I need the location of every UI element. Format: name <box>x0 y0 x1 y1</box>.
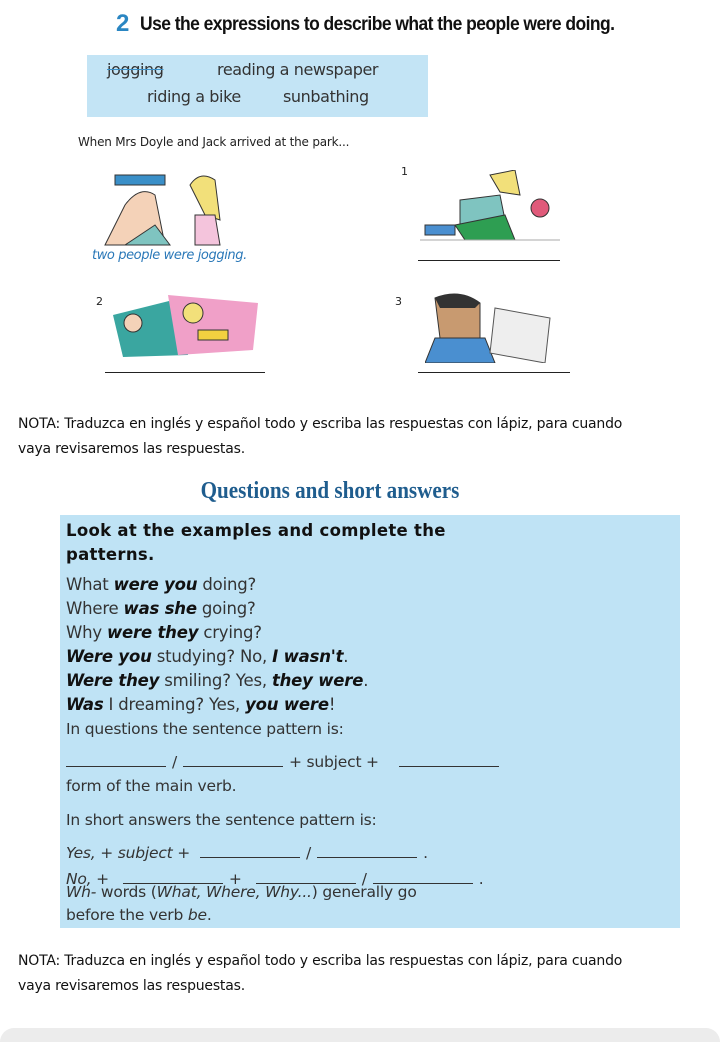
blank-3[interactable] <box>399 765 499 767</box>
nota-2-line-1: NOTA: Traduzca en inglés y español todo y escriba las respuestas con lápiz, para cuando <box>18 953 623 969</box>
text-segment: ) generally go <box>311 883 417 901</box>
text-segment: I wasn't <box>272 647 344 666</box>
text-segment: / <box>172 753 178 771</box>
intro-text: When Mrs Doyle and Jack arrived at the park... <box>78 135 350 149</box>
text-segment: . <box>363 671 369 690</box>
exercise-number: 2 <box>116 10 130 37</box>
text-segment: Were they <box>66 671 160 690</box>
blank-1[interactable] <box>66 765 166 767</box>
picture-1-answer-line[interactable] <box>418 260 560 261</box>
text-segment: you were <box>245 695 329 714</box>
text-segment: . <box>478 870 484 888</box>
example-1 <box>66 575 256 594</box>
text-segment: was she <box>123 599 197 618</box>
pattern-questions-label: In questions the sentence pattern is: <box>66 720 344 738</box>
word-box <box>87 55 428 117</box>
text-segment: I dreaming? Yes, <box>103 695 246 714</box>
nota-line-1: NOTA: Traduzca en inglés y español todo y escriba las respuestas con lápiz, para cuando <box>18 416 623 432</box>
text-segment: Was <box>66 695 104 714</box>
text-segment: studying? No, <box>151 647 273 666</box>
text-segment: be <box>187 906 207 924</box>
pattern-questions-blanks <box>66 753 505 771</box>
example-5 <box>66 671 368 690</box>
text-segment: they were <box>271 671 364 690</box>
text-segment: + <box>228 870 242 888</box>
sunbathers-illustration <box>113 295 263 357</box>
main-verb-text: form of the main verb. <box>66 777 237 795</box>
cyclist-illustration <box>420 170 565 242</box>
picture-0-answer: two people were jogging. <box>92 248 247 263</box>
text-segment: smiling? Yes, <box>159 671 272 690</box>
nota-line-2: vaya revisaremos las respuestas. <box>18 441 245 457</box>
word-riding: riding a bike <box>147 87 241 106</box>
text-segment: . <box>343 647 349 666</box>
text-segment: Wh- <box>66 883 97 901</box>
text-segment: Where <box>66 599 124 618</box>
example-6 <box>66 695 335 714</box>
text-segment: No, + <box>66 870 109 888</box>
joggers-illustration <box>95 165 250 247</box>
text-segment: were they <box>106 623 199 642</box>
wh-rule-line-1 <box>66 883 417 901</box>
nota-2-line-2: vaya revisaremos las respuestas. <box>18 978 245 994</box>
text-segment: doing? <box>197 575 257 594</box>
text-segment: / <box>361 870 367 888</box>
picture-3-answer-line[interactable] <box>418 372 570 373</box>
text-segment: / <box>306 844 312 862</box>
text-segment: ! <box>328 695 336 714</box>
text-segment: What <box>66 575 114 594</box>
text-segment: before the verb <box>66 906 188 924</box>
text-segment: Why <box>66 623 107 642</box>
picture-3-number: 3 <box>395 295 402 308</box>
word-jogging: jogging <box>107 60 164 79</box>
text-segment: + subject + <box>289 753 379 771</box>
text-segment: Were you <box>66 647 152 666</box>
text-segment: Yes, + subject + <box>66 844 191 862</box>
example-2 <box>66 599 256 618</box>
word-sunbathing: sunbathing <box>283 87 369 106</box>
example-4 <box>66 647 348 666</box>
text-segment: crying? <box>198 623 262 642</box>
text-segment: What, Where, Why... <box>156 883 312 901</box>
example-3 <box>66 623 262 642</box>
instruction-line-1: Look at the examples and complete the <box>66 521 446 540</box>
exercise-title: Use the expressions to describe what the people were doing. <box>140 14 615 35</box>
word-reading: reading a newspaper <box>217 60 379 79</box>
questions-title: Questions and short answers <box>200 478 460 504</box>
text-segment: . <box>206 906 212 924</box>
next-page-edge <box>0 1028 720 1042</box>
picture-2-number: 2 <box>96 295 103 308</box>
picture-2-answer-line[interactable] <box>105 372 265 373</box>
blank-4[interactable] <box>200 856 300 858</box>
instruction-line-2: patterns. <box>66 545 155 564</box>
pattern-yes <box>66 844 428 862</box>
pattern-answers-label: In short answers the sentence pattern is: <box>66 811 377 829</box>
text-segment: . <box>423 844 428 862</box>
wh-rule-line-2 <box>66 906 212 924</box>
blank-5[interactable] <box>317 856 417 858</box>
text-segment: going? <box>196 599 256 618</box>
picture-1-number: 1 <box>401 165 408 178</box>
newspaper-reader-illustration <box>425 293 560 363</box>
blank-2[interactable] <box>183 765 283 767</box>
text-segment: were you <box>113 575 198 594</box>
text-segment: words ( <box>96 883 157 901</box>
grammar-box <box>60 515 680 928</box>
